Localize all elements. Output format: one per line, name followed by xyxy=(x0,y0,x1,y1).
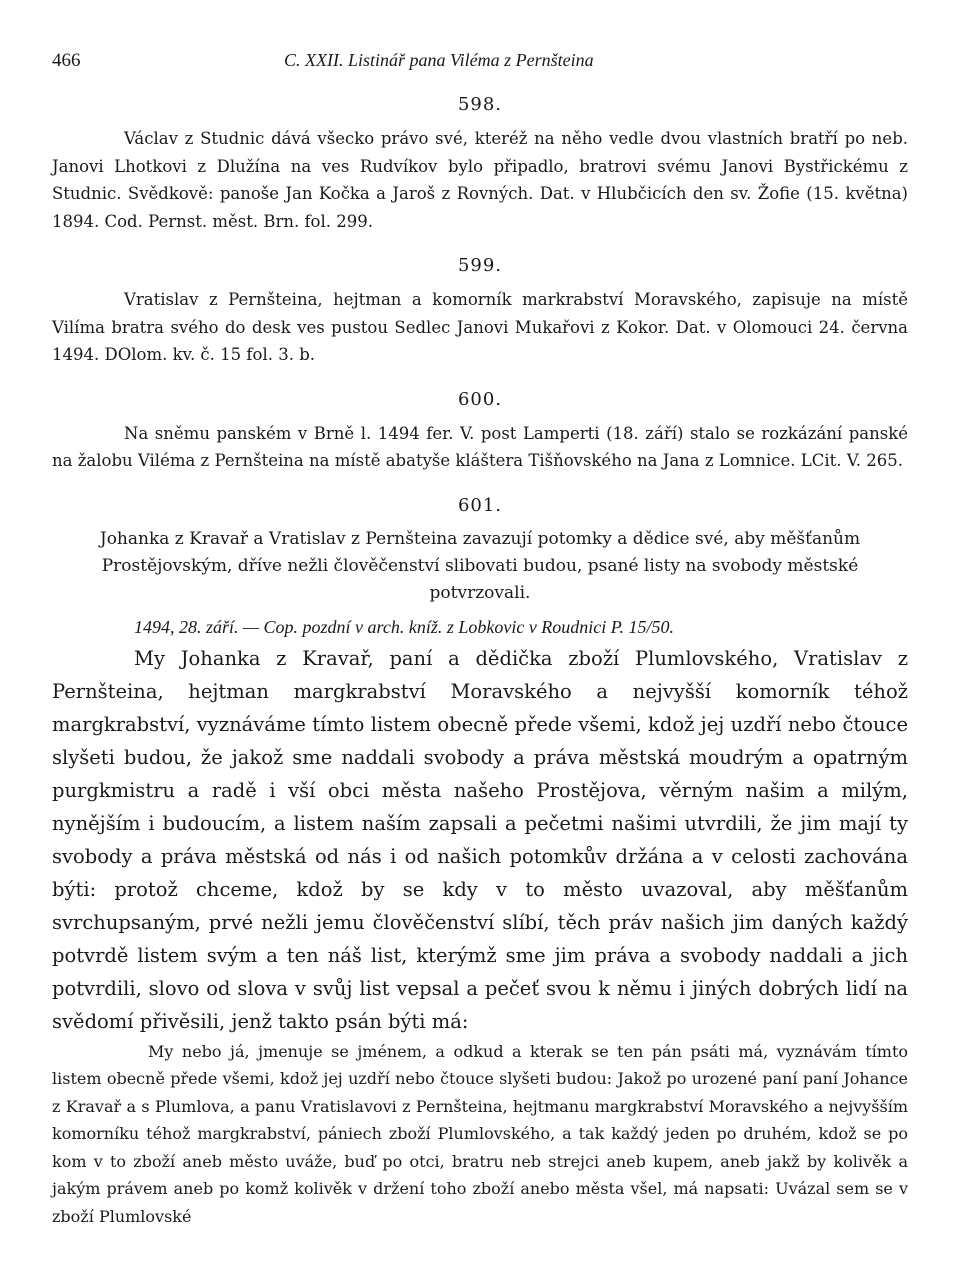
entry-number-598: 598. xyxy=(457,94,503,115)
entry-number-600: 600. xyxy=(457,388,503,410)
charter-text: My Johanka z Kravař, paní a dědička zboží Plumlovského, Vratislav z Pernšteina, hejtman margkrabství Moravského a nejvyšší komorník téhož margkrabství, vyznáváme tímto listem obecně přede všemi, kdož jej uzdří nebo čtouce slyšeti budou, že jakož sme naddali svobody a práva městská moudrým a opatrným purgkmistru a radě i vší obci města našeho Prostějova, věrným našim a milým, nynějším i budoucím, a listem naším zapsali a pečetmi našimi utvrdili, že jim mají ty svobody a práva městská od nás i od našich potomkův držána a v celosti zachována býti: protož chceme, kdož by se kdy v to město uvazoval, aby měšťanům svrchupsaným, prvé nežli jemu člověčenství slíbí, těch práv našich jim daných každý potvrdě listem svým a ten náš list, kterýmž sme jim práva a svobody naddali a jich potvrdili, slovo od slova v svůj list vepsal a pečeť svou k němu i jiných dobrých lidí na svědomí přivěsili, jenž takto psán býti má: xyxy=(52,646,908,1033)
document-page xyxy=(52,40,908,1230)
running-title: C. XXII. Listinář pana Viléma z Pernšteina xyxy=(284,50,594,70)
source-citation: 1494, 28. září. — Cop. pozdní v arch. kníž. z Lobkovic v Roudnici P. 15/50. xyxy=(134,616,674,637)
page-number: 466 xyxy=(52,50,81,71)
entry-number-599: 599. xyxy=(457,255,503,276)
entry-text-600: Na sněmu panském v Brně l. 1494 fer. V. post Lamperti (18. září) stalo se rozkázání panské na žalobu Viléma z Pernšteina na místě abatyše kláštera Tišňovského na Jana z Lomnice. LCit. V. 265. xyxy=(52,423,908,470)
entry-number-601: 601. xyxy=(457,494,503,516)
entry-heading-601: Johanka z Kravař a Vratislav z Pernšteina zavazují potomky a dědice své, aby měšťanům Prostějovským, dříve nežli člověčenství slibovati budou, psané listy na svobody městské potvrzovali. xyxy=(99,528,861,603)
entry-text-598: Václav z Studnic dává všecko právo své, kteréž na něho vedle dvou vlastních bratří po neb. Janovi Lhotkovi z Dlužína na ves Rudvíkov bylo připadlo, bratrovi svému Janovi Bystřickému z Studnic. Svědkově: panoše Jan Kočka a Jaroš z Rovných. Dat. v Hlubčicích den sv. Žofie (15. května) 1894. Cod. Pernst. měst. Brn. fol. 299. xyxy=(52,129,908,231)
inserted-formula-text: My nebo já, jmenuje se jménem, a odkud a kterak se ten pán psáti má, vyznávám tímto listem obecně přede všemi, kdož jej uzdří nebo čtouce slyšeti budou: Jakož po urozené paní paní Johance z Kravař a s Plumlova, a panu Vratislavovi z Pernšteina, hejtmanu margkrabství Moravského a nejvyšším komorníku téhož margkrabství, pániech zboží Plumlovského, a tak každý jeden po druhém, kdož se po kom v to zboží aneb město uváže, buď po otci, bratru neb strejci aneb kupem, aneb jakž by kolivěk a jakým právem aneb po komž kolivěk v držení toho zboží anebo města všel, má napsati: Uvázal sem se v zboží Plumlovské xyxy=(52,1041,908,1226)
entry-text-599: Vratislav z Pernšteina, hejtman a komorník markrabství Moravského, zapisuje na místě Vilíma bratra svého do desk ves pustou Sedlec Janovi Mukařovi z Kokor. Dat. v Olomouci 24. června 1494. DOlom. kv. č. 15 fol. 3. b. xyxy=(52,290,908,364)
running-head xyxy=(52,40,908,80)
